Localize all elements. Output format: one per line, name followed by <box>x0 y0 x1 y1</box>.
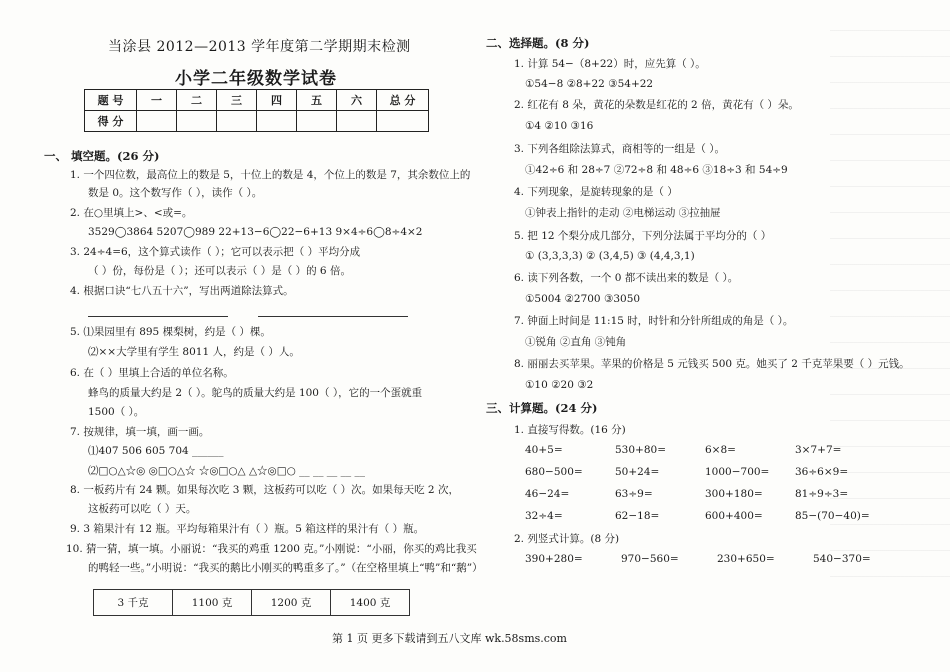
choice-options-5: ① (3,3,3,3) ② (3,4,5) ③ (4,4,3,1) <box>525 250 695 262</box>
vertical-calc-row <box>525 553 905 565</box>
score-cell[interactable] <box>257 111 297 132</box>
calc-row <box>525 488 885 500</box>
calc-item: 36÷6×9= <box>795 466 849 478</box>
calc-item: 32÷4= <box>525 510 563 522</box>
score-cell[interactable] <box>377 111 429 132</box>
vertical-calc-item: 540−370= <box>813 553 871 565</box>
score-cell[interactable] <box>137 111 177 132</box>
question-9: 9. 3 箱果汁有 12 瓶。平均每箱果汁有（ ）瓶。5 箱这样的果汁有（ ）瓶。 <box>70 523 425 535</box>
question-10-line-1: 10. 猜一猜，填一填。小丽说：“我买的鸡重 1200 克。”小刚说：“小丽，你买的鸡比我买 <box>66 543 477 555</box>
choice-question-8: 8. 丽丽去买苹果。苹果的价格是 5 元钱买 500 克。她买了 2 千克苹果要（ ）元钱。 <box>514 358 910 370</box>
score-cell[interactable] <box>297 111 337 132</box>
score-header-cell: 题 号 <box>85 90 137 111</box>
choice-question-6: 6. 读下列各数，一个 0 都不读出来的数是（ ）。 <box>514 272 739 284</box>
bleed-through-shadow <box>830 30 950 590</box>
answer-line[interactable] <box>88 316 228 317</box>
question-7: 7. 按规律，填一填，画一画。 <box>70 426 210 438</box>
calc-item: 46−24= <box>525 488 570 500</box>
score-header-cell: 一 <box>137 90 177 111</box>
calc-item: 81÷9÷3= <box>795 488 849 500</box>
calc-item: 530+80= <box>615 444 666 456</box>
question-8-line-2: 这板药可以吃（ ）天。 <box>88 503 197 515</box>
score-row-label: 得 分 <box>85 111 137 132</box>
vertical-calc-item: 390+280= <box>525 553 583 565</box>
choice-question-7: 7. 钟面上时间是 11:15 时，时针和分针所组成的角是（ ）。 <box>514 315 794 327</box>
question-3-line-2: （ ）份，每份是（ ）；还可以表示（ ）是（ ）的 6 倍。 <box>88 265 351 277</box>
direct-calc-heading: 1. 直接写得数。(16 分) <box>514 424 626 436</box>
vertical-calc-item: 230+650= <box>717 553 775 565</box>
score-header-cell: 六 <box>337 90 377 111</box>
question-10-line-2: 的鸭轻一些。”小明说：“我买的鹅比小刚买的鸭重多了。”（在空格里填上“鸭”和“鹅”） <box>88 562 483 574</box>
calc-item: 3×7+7= <box>795 444 842 456</box>
score-header-cell: 总 分 <box>377 90 429 111</box>
choice-options-4: ①钟表上指针的走动 ②电梯运动 ③拉抽屉 <box>525 207 721 219</box>
choice-options-1: ①54−8 ②8+22 ③54+22 <box>525 78 654 90</box>
score-table-header-row <box>85 90 429 111</box>
calc-item: 680−500= <box>525 466 583 478</box>
choice-options-8: ①10 ②20 ③2 <box>525 379 594 391</box>
question-3-line-1: 3. 24÷4=6，这个算式读作（ ）；它可以表示把（ ）平均分成 <box>70 246 361 258</box>
question-6-line-2: 蜂鸟的质量大约是 2（ ）。鸵鸟的质量大约是 100（ ），它的一个蛋就重 <box>88 387 423 399</box>
answer-line[interactable] <box>258 316 408 317</box>
vertical-calc-heading: 2. 列竖式计算。(8 分) <box>514 533 620 545</box>
choice-options-3: ①42÷6 和 28÷7 ②72÷8 和 48÷6 ③18÷3 和 54÷9 <box>525 164 788 176</box>
score-table <box>84 89 429 132</box>
calc-item: 600+400= <box>705 510 763 522</box>
page-footer: 第 1 页 更多下载请到五八文库 wk.58sms.com <box>332 632 567 645</box>
choice-question-1: 1. 计算 54−（8+22）时，应先算（ ）。 <box>514 58 706 70</box>
question-5-part-2: ⑵××大学里有学生 8011 人，约是（ ）人。 <box>88 346 300 358</box>
score-cell[interactable] <box>337 111 377 132</box>
section2-title: 二、选择题。(8 分) <box>486 36 590 50</box>
question-1-line-2: 数是 0。这个数写作（ ），读作（ ）。 <box>88 187 263 199</box>
question-5-part-1: 5. ⑴果园里有 895 棵梨树，约是（ ）棵。 <box>70 326 271 338</box>
question-6-line-3: 1500（ ）。 <box>88 406 145 418</box>
choice-question-5: 5. 把 12 个梨分成几部分，下列分法属于平均分的（ ） <box>514 230 772 242</box>
question-2: 2. 在○里填上>、<或=。 <box>70 207 193 219</box>
vertical-calc-item: 970−560= <box>621 553 679 565</box>
question-4: 4. 根据口诀“七八五十六”，写出两道除法算式。 <box>70 285 294 297</box>
question-6: 6. 在（ ）里填上合适的单位名称。 <box>70 367 234 379</box>
score-header-cell: 五 <box>297 90 337 111</box>
score-header-cell: 二 <box>177 90 217 111</box>
question-7-part-1: ⑴407 506 605 704 ______ <box>88 445 224 457</box>
question-1-line-1: 1. 一个四位数，最高位上的数是 5，十位上的数是 4，个位上的数是 7，其余数位上的 <box>70 169 471 181</box>
score-table-score-row <box>85 111 429 132</box>
calc-item: 63÷9= <box>615 488 653 500</box>
county-title: 当涂县 2012—2013 学年度第二学期期末检测 <box>108 39 411 55</box>
calc-row <box>525 466 885 478</box>
calc-item: 1000−700= <box>705 466 770 478</box>
weight-cell: 3 千克 <box>94 590 173 616</box>
weight-cell: 1400 克 <box>331 590 410 616</box>
question-2-items: 3529◯3864 5207◯989 22+13−6◯22−6+13 9×4÷6◯8÷4×2 <box>88 226 423 238</box>
calc-item: 50+24= <box>615 466 660 478</box>
calc-row <box>525 444 885 456</box>
choice-question-2: 2. 红花有 8 朵，黄花的朵数是红花的 2 倍，黄花有（ ）朵。 <box>514 99 799 111</box>
score-cell[interactable] <box>217 111 257 132</box>
exam-title: 小学二年级数学试卷 <box>175 69 337 89</box>
section3-title: 三、计算题。(24 分) <box>486 401 598 415</box>
section1-title: 一、 填空题。(26 分) <box>44 149 160 163</box>
weight-cell: 1100 克 <box>173 590 252 616</box>
calc-row <box>525 510 885 522</box>
weights-table <box>93 589 410 616</box>
question-8-line-1: 8. 一板药片有 24 颗。如果每次吃 3 颗，这板药可以吃（ ）次。如果每天吃 2 次， <box>70 484 459 496</box>
score-cell[interactable] <box>177 111 217 132</box>
score-header-cell: 四 <box>257 90 297 111</box>
score-header-cell: 三 <box>217 90 257 111</box>
weight-cell: 1200 克 <box>252 590 331 616</box>
calc-item: 62−18= <box>615 510 660 522</box>
choice-question-4: 4. 下列现象，是旋转现象的是（ ） <box>514 186 678 198</box>
choice-question-3: 3. 下列各组除法算式，商相等的一组是（ ）。 <box>514 143 725 155</box>
calc-item: 6×8= <box>705 444 736 456</box>
calc-item: 40+5= <box>525 444 563 456</box>
calc-item: 85−(70−40)= <box>795 510 870 522</box>
choice-options-2: ①4 ②10 ③16 <box>525 120 594 132</box>
question-7-part-2: ⑵□○△☆◎ ◎□○△☆ ☆◎□○△ △☆◎□○ __ __ __ __ __ <box>88 465 365 477</box>
calc-item: 300+180= <box>705 488 763 500</box>
choice-options-6: ①5004 ②2700 ③3050 <box>525 293 641 305</box>
choice-options-7: ①锐角 ②直角 ③钝角 <box>525 336 627 348</box>
